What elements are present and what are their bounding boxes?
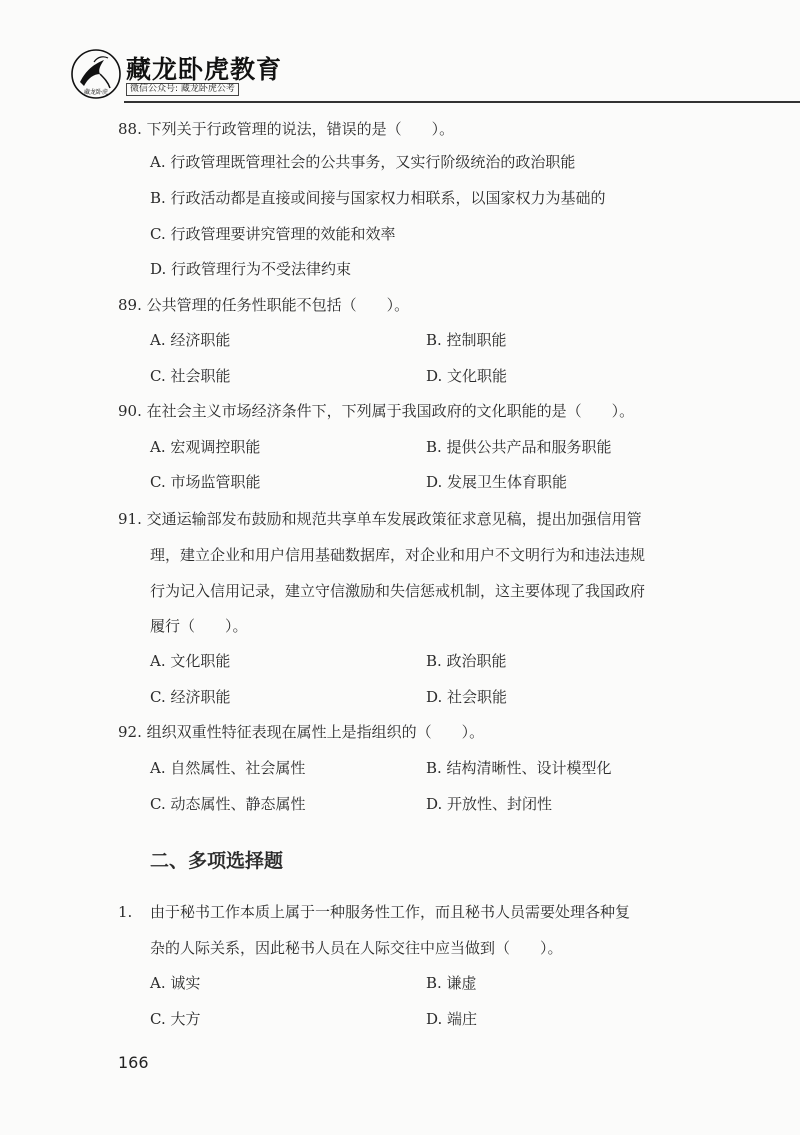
page-header — [0, 0, 800, 104]
q89-option-b: B. 控制职能 — [426, 331, 507, 349]
q89-option-d: D. 文化职能 — [426, 367, 508, 385]
q88-option-b: B. 行政活动都是直接或间接与国家权力相联系，以国家权力为基础的 — [150, 189, 606, 207]
m1-stem-line2: 杂的人际关系，因此秘书人员在人际交往中应当做到（ ）。 — [150, 939, 563, 957]
q89-option-a: A. 经济职能 — [150, 331, 231, 349]
q91-stem-line1: 91. 交通运输部发布鼓励和规范共享单车发展政策征求意见稿，提出加强信用管 — [118, 510, 642, 528]
q91-stem-line3: 行为记入信用记录，建立守信激励和失信惩戒机制，这主要体现了我国政府 — [150, 582, 646, 600]
q90-option-c: C. 市场监管职能 — [150, 473, 261, 491]
q90-option-b: B. 提供公共产品和服务职能 — [426, 438, 612, 456]
phoenix-bird-icon — [70, 48, 122, 100]
logo-text: 藏龙卧虎 — [83, 89, 109, 96]
q90-stem: 90. 在社会主义市场经济条件下，下列属于我国政府的文化职能的是（ ）。 — [118, 402, 635, 420]
q91-option-c: C. 经济职能 — [150, 688, 231, 706]
header-rule — [124, 101, 800, 103]
q90-option-d: D. 发展卫生体育职能 — [426, 473, 568, 491]
q89-stem: 89. 公共管理的任务性职能不包括（ ）。 — [118, 296, 410, 314]
m1-number: 1. — [118, 903, 133, 921]
m1-option-b: B. 谦虚 — [426, 974, 477, 992]
q91-stem-line4: 履行（ ）。 — [150, 617, 248, 635]
brand-subtitle: 微信公众号: 藏龙卧虎公考 — [126, 83, 239, 96]
q90-option-a: A. 宏观调控职能 — [150, 438, 261, 456]
q88-option-d: D. 行政管理行为不受法律约束 — [150, 260, 352, 278]
m1-stem-line1: 由于秘书工作本质上属于一种服务性工作，而且秘书人员需要处理各种复 — [150, 903, 631, 921]
q91-option-b: B. 政治职能 — [426, 652, 507, 670]
m1-option-d: D. 端庄 — [426, 1010, 478, 1028]
page-number: 166 — [118, 1053, 149, 1072]
q89-option-c: C. 社会职能 — [150, 367, 231, 385]
q91-stem-line2: 理，建立企业和用户信用基础数据库，对企业和用户不文明行为和违法违规 — [150, 546, 646, 564]
q92-option-c: C. 动态属性、静态属性 — [150, 795, 306, 813]
section-title: 二、多项选择题 — [150, 850, 284, 872]
q88-option-c: C. 行政管理要讲究管理的效能和效率 — [150, 225, 396, 243]
q88-option-a: A. 行政管理既管理社会的公共事务，又实行阶级统治的政治职能 — [150, 153, 576, 171]
q92-stem: 92. 组织双重性特征表现在属性上是指组织的（ ）。 — [118, 723, 485, 741]
q92-option-a: A. 自然属性、社会属性 — [150, 759, 306, 777]
q92-option-d: D. 开放性、封闭性 — [426, 795, 553, 813]
q91-option-a: A. 文化职能 — [150, 652, 231, 670]
q88-stem: 88. 下列关于行政管理的说法，错误的是（ ）。 — [118, 120, 455, 138]
q91-option-d: D. 社会职能 — [426, 688, 508, 706]
m1-option-c: C. 大方 — [150, 1010, 201, 1028]
q92-option-b: B. 结构清晰性、设计模型化 — [426, 759, 612, 777]
brand-title: 藏龙卧虎教育 — [126, 55, 283, 84]
m1-option-a: A. 诚实 — [150, 974, 201, 992]
